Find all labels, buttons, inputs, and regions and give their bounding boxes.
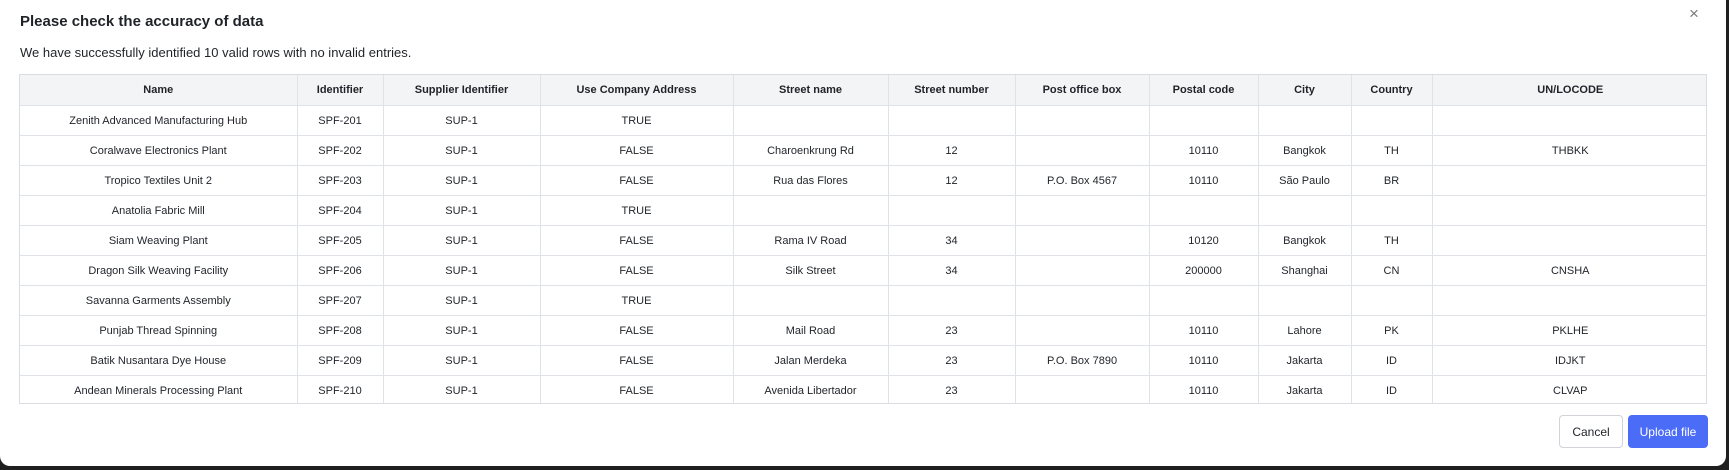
- table-cell: SPF-203: [297, 166, 383, 196]
- table-cell: [733, 286, 888, 316]
- table-cell: SUP-1: [383, 196, 540, 226]
- table-cell: PK: [1351, 316, 1432, 346]
- table-cell: Batik Nusantara Dye House: [20, 346, 297, 376]
- table-cell: [1432, 166, 1707, 196]
- table-cell: SUP-1: [383, 226, 540, 256]
- table-row: [20, 376, 1707, 405]
- table-row: [20, 286, 1707, 316]
- dialog-subtitle: We have successfully identified 10 valid rows with no invalid entries.: [20, 45, 412, 60]
- table-cell: FALSE: [540, 136, 733, 166]
- table-cell: [1015, 316, 1149, 346]
- table-cell: ID: [1351, 376, 1432, 405]
- table-cell: BR: [1351, 166, 1432, 196]
- table-cell: Rama IV Road: [733, 226, 888, 256]
- table-cell: SPF-206: [297, 256, 383, 286]
- table-cell: Anatolia Fabric Mill: [20, 196, 297, 226]
- table-cell: [1258, 286, 1351, 316]
- table-cell: [1015, 106, 1149, 136]
- table-cell: São Paulo: [1258, 166, 1351, 196]
- table-cell: FALSE: [540, 256, 733, 286]
- table-cell: FALSE: [540, 376, 733, 405]
- table-cell: [1258, 106, 1351, 136]
- table-cell: CLVAP: [1553, 384, 1588, 397]
- table-cell: SPF-209: [297, 346, 383, 376]
- table-cell: Shanghai: [1258, 256, 1351, 286]
- table-cell: [1015, 136, 1149, 166]
- column-header: Street name: [733, 75, 888, 106]
- table-cell: SPF-207: [297, 286, 383, 316]
- table-cell: SUP-1: [383, 106, 540, 136]
- table-cell: FALSE: [540, 346, 733, 376]
- table-cell: P.O. Box 4567: [1015, 166, 1149, 196]
- table-cell: [1351, 196, 1432, 226]
- table-cell: SUP-1: [383, 286, 540, 316]
- table-cell: [1432, 226, 1707, 256]
- table-cell: THBKK: [1432, 136, 1707, 166]
- table-cell: CNSHA: [1432, 256, 1707, 286]
- close-icon[interactable]: ×: [1689, 4, 1699, 23]
- table-cell: FALSE: [540, 166, 733, 196]
- column-header: Country: [1351, 75, 1432, 106]
- table-cell: TH: [1351, 226, 1432, 256]
- column-header: Identifier: [297, 75, 383, 106]
- table-cell: SPF-204: [297, 196, 383, 226]
- table-cell: Punjab Thread Spinning: [20, 316, 297, 346]
- column-header: Name: [20, 75, 297, 106]
- table-header-row: [20, 75, 1707, 106]
- table-cell: Jakarta: [1258, 376, 1351, 405]
- table-cell: [1432, 286, 1707, 316]
- table-row: [20, 196, 1707, 226]
- table-cell: P.O. Box 7890: [1015, 346, 1149, 376]
- table-cell: Lahore: [1258, 316, 1351, 346]
- table-cell: SPF-201: [297, 106, 383, 136]
- table-cell: 200000: [1149, 256, 1258, 286]
- table-cell: Rua das Flores: [733, 166, 888, 196]
- table-cell: [888, 106, 1015, 136]
- column-header: Post office box: [1015, 75, 1149, 106]
- table-cell: SUP-1: [383, 316, 540, 346]
- table-cell: TRUE: [540, 286, 733, 316]
- table-cell: [1149, 286, 1258, 316]
- table-row: [20, 346, 1707, 376]
- table-cell: [1432, 196, 1707, 226]
- table-cell: 34: [888, 226, 1015, 256]
- table-cell: Zenith Advanced Manufacturing Hub: [20, 106, 297, 136]
- table-cell: Avenida Libertador: [733, 376, 888, 405]
- table-cell: SPF-205: [297, 226, 383, 256]
- table-cell: SPF-208: [297, 316, 383, 346]
- table-cell: IDJKT: [1432, 346, 1707, 376]
- table-cell: Dragon Silk Weaving Facility: [20, 256, 297, 286]
- table-cell: Silk Street: [733, 256, 888, 286]
- table-cell: [888, 196, 1015, 226]
- table-cell: Andean Minerals Processing Plant: [20, 376, 297, 405]
- table-cell: [1432, 106, 1707, 136]
- table-cell: Savanna Garments Assembly: [20, 286, 297, 316]
- table-cell: [733, 106, 888, 136]
- table-cell: SPF-202: [297, 136, 383, 166]
- table-cell: [1258, 196, 1351, 226]
- table-cell: Jakarta: [1258, 346, 1351, 376]
- table-cell: 12: [888, 136, 1015, 166]
- table-cell: 10110: [1149, 166, 1258, 196]
- table-cell: FALSE: [540, 226, 733, 256]
- table-cell: [1149, 196, 1258, 226]
- table-cell: TRUE: [540, 106, 733, 136]
- cancel-button[interactable]: Cancel: [1559, 415, 1623, 448]
- table-cell: PKLHE: [1432, 316, 1707, 346]
- table-cell: Siam Weaving Plant: [20, 226, 297, 256]
- column-header: Street number: [888, 75, 1015, 106]
- table-row: [20, 256, 1707, 286]
- table-cell: Bangkok: [1258, 226, 1351, 256]
- data-table-container: [19, 74, 1707, 404]
- column-header: Postal code: [1149, 75, 1258, 106]
- table-row: [20, 316, 1707, 346]
- table-cell: 23: [888, 376, 1015, 405]
- table-cell: [1015, 256, 1149, 286]
- table-cell: 10110: [1149, 316, 1258, 346]
- table-cell: Jalan Merdeka: [733, 346, 888, 376]
- column-header: UN/LOCODE: [1432, 75, 1707, 106]
- table-cell: Mail Road: [733, 316, 888, 346]
- table-cell: [888, 286, 1015, 316]
- table-cell: 12: [888, 166, 1015, 196]
- column-header: Use Company Address: [540, 75, 733, 106]
- column-header: City: [1258, 75, 1351, 106]
- data-table: [20, 75, 1707, 404]
- table-cell: [1351, 286, 1432, 316]
- column-header: Supplier Identifier: [383, 75, 540, 106]
- table-row: [20, 226, 1707, 256]
- table-body: [20, 106, 1707, 405]
- table-cell: [1015, 376, 1149, 405]
- table-cell: 23: [888, 346, 1015, 376]
- table-cell: TRUE: [540, 196, 733, 226]
- table-cell: CN: [1351, 256, 1432, 286]
- table-row: [20, 106, 1707, 136]
- table-cell: 10110: [1149, 346, 1258, 376]
- table-cell: Tropico Textiles Unit 2: [20, 166, 297, 196]
- table-cell: 10120: [1149, 226, 1258, 256]
- table-row: [20, 166, 1707, 196]
- table-cell: [1015, 196, 1149, 226]
- table-cell: SUP-1: [383, 136, 540, 166]
- table-cell: Bangkok: [1258, 136, 1351, 166]
- table-cell: SUP-1: [383, 376, 540, 405]
- table-cell: [1015, 286, 1149, 316]
- table-cell: SUP-1: [383, 166, 540, 196]
- table-cell: [1015, 226, 1149, 256]
- table-cell: SUP-1: [383, 256, 540, 286]
- table-cell: Charoenkrung Rd: [733, 136, 888, 166]
- table-cell: [1149, 106, 1258, 136]
- table-row: [20, 136, 1707, 166]
- table-cell: TH: [1351, 136, 1432, 166]
- dialog-title: Please check the accuracy of data: [20, 13, 264, 30]
- table-cell: 23: [888, 316, 1015, 346]
- upload-file-button[interactable]: Upload file: [1628, 415, 1708, 448]
- table-cell: 34: [888, 256, 1015, 286]
- table-cell: FALSE: [540, 316, 733, 346]
- table-cell: Coralwave Electronics Plant: [20, 136, 297, 166]
- table-cell: ID: [1351, 346, 1432, 376]
- table-cell: [1351, 106, 1432, 136]
- table-cell: 10110: [1149, 136, 1258, 166]
- table-cell: [733, 196, 888, 226]
- table-cell: SPF-210: [297, 376, 383, 405]
- table-cell: SUP-1: [383, 346, 540, 376]
- table-cell: 10110: [1149, 376, 1258, 405]
